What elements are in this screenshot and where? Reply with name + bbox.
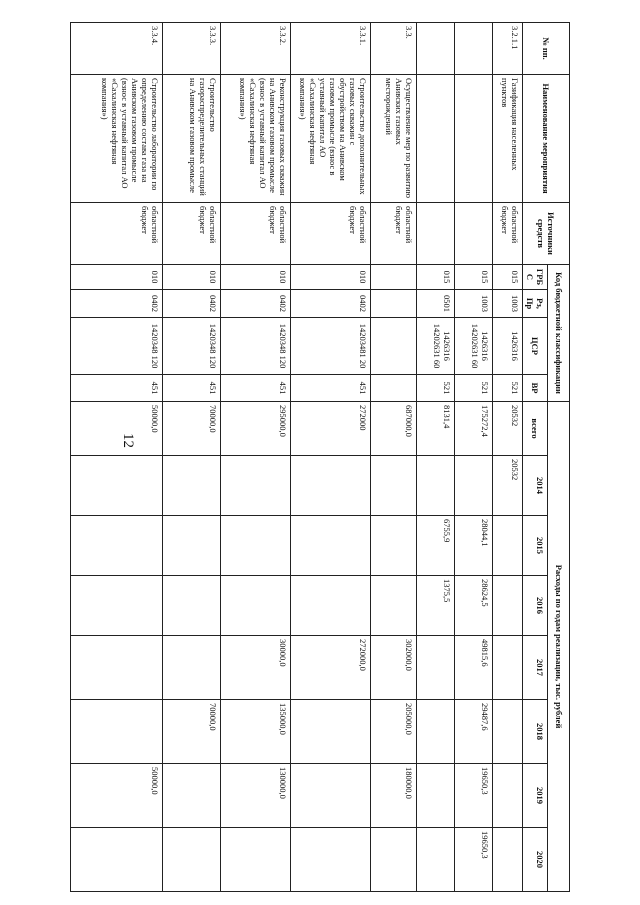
rzpr-code: 0402 — [220, 290, 290, 318]
csr-code: 1420348 120 — [70, 318, 162, 375]
header-source: Источники средств — [522, 203, 569, 265]
year-amount-2020 — [416, 828, 454, 892]
row-number: 3.3. — [370, 23, 416, 75]
header-name: Наименование мероприятия — [522, 75, 569, 203]
rzpr-code: 1003 — [492, 290, 522, 318]
funding-source: областной бюджет — [70, 203, 162, 265]
year-amount-2014 — [370, 456, 416, 516]
header-csr: ЦСР — [522, 318, 547, 375]
header-year-2017: 2017 — [522, 636, 547, 700]
vr-code: 451 — [220, 375, 290, 402]
year-amount-2014 — [416, 456, 454, 516]
header-budget-code: Код бюджетной классификации — [548, 265, 570, 402]
year-amount-2015 — [70, 516, 162, 576]
funding-source: областной бюджет — [162, 203, 220, 265]
year-amount-2019: 50000,0 — [70, 764, 162, 828]
total-amount: 50000,0 — [70, 402, 162, 456]
grbs-code: 010 — [290, 265, 370, 290]
csr-code: 1420348 120 — [162, 318, 220, 375]
total-amount: 70000,0 — [162, 402, 220, 456]
grbs-code: 015 — [416, 265, 454, 290]
year-amount-2017: 302000,0 — [370, 636, 416, 700]
header-year-2016: 2016 — [522, 576, 547, 636]
year-amount-2019: 19650,3 — [454, 764, 492, 828]
year-amount-2020: 19650,3 — [454, 828, 492, 892]
vr-code: 451 — [70, 375, 162, 402]
vr-code: 521 — [454, 375, 492, 402]
header-total: всего — [522, 402, 547, 456]
header-grbs: ГРБ С — [522, 265, 547, 290]
year-amount-2016: 1375,5 — [416, 576, 454, 636]
year-amount-2018 — [290, 700, 370, 764]
year-amount-2014 — [220, 456, 290, 516]
year-amount-2014 — [162, 456, 220, 516]
year-amount-2016 — [370, 576, 416, 636]
rzpr-code: 0501 — [416, 290, 454, 318]
year-amount-2014 — [454, 456, 492, 516]
total-amount: 687000,0 — [370, 402, 416, 456]
year-amount-2018 — [492, 700, 522, 764]
measure-name: Строительство газораспределительных станций на Анивском газовом промысле — [162, 75, 220, 203]
page-number: 12 — [120, 433, 136, 448]
header-year-2015: 2015 — [522, 516, 547, 576]
year-amount-2018: 135000,0 — [220, 700, 290, 764]
year-amount-2014 — [290, 456, 370, 516]
header-year-2018: 2018 — [522, 700, 547, 764]
row-number: 3.2.1.1 — [492, 23, 522, 75]
csr-code: 1426316 14202631 60 — [416, 318, 454, 375]
year-amount-2019 — [162, 764, 220, 828]
year-amount-2016 — [290, 576, 370, 636]
expenses-table — [70, 22, 570, 892]
year-amount-2017 — [70, 636, 162, 700]
csr-code: 1420348 120 — [220, 318, 290, 375]
header-vr: ВР — [522, 375, 547, 402]
row-number — [416, 23, 454, 75]
row-number: 3.3.1. — [290, 23, 370, 75]
measure-name: Строительство лаборатории по определению состава газа на Анивском газовом промысле (взнос в уставный капитал АО «Сахалинская нефтяная компания») — [70, 75, 162, 203]
funding-source: областной бюджет — [492, 203, 522, 265]
rzpr-code: 1003 — [454, 290, 492, 318]
year-amount-2019 — [416, 764, 454, 828]
measure-name — [454, 75, 492, 203]
year-amount-2019 — [492, 764, 522, 828]
vr-code: 521 — [416, 375, 454, 402]
grbs-code — [370, 265, 416, 290]
table-row — [162, 23, 220, 892]
vr-code: 451 — [162, 375, 220, 402]
header-expenses: Расходы по годам реализации, тыс. рублей — [548, 402, 570, 892]
year-amount-2015: 28044,1 — [454, 516, 492, 576]
year-amount-2016 — [492, 576, 522, 636]
grbs-code: 010 — [162, 265, 220, 290]
year-amount-2016: 28624,5 — [454, 576, 492, 636]
funding-source: областной бюджет — [370, 203, 416, 265]
row-number: 3.3.2. — [220, 23, 290, 75]
year-amount-2015 — [370, 516, 416, 576]
header-year-2014: 2014 — [522, 456, 547, 516]
funding-source: областной бюджет — [220, 203, 290, 265]
header-year-2020: 2020 — [522, 828, 547, 892]
year-amount-2015 — [220, 516, 290, 576]
year-amount-2020 — [370, 828, 416, 892]
grbs-code: 015 — [454, 265, 492, 290]
year-amount-2018: 205000,0 — [370, 700, 416, 764]
table-row — [454, 23, 492, 892]
rzpr-code: 0402 — [290, 290, 370, 318]
row-number: 3.3.4. — [70, 23, 162, 75]
header-year-2019: 2019 — [522, 764, 547, 828]
year-amount-2020 — [220, 828, 290, 892]
year-amount-2014: 20532 — [492, 456, 522, 516]
rotated-table-container — [10, 22, 570, 892]
year-amount-2020 — [162, 828, 220, 892]
year-amount-2019: 180000,0 — [370, 764, 416, 828]
csr-code: 14203481 20 — [290, 318, 370, 375]
measure-name: Строительство дополнительных газовых скважин с обустройством на Анивском газовом промысле (взнос в уставный капитал АО «Сахалинская нефтяная компания») — [290, 75, 370, 203]
vr-code: 521 — [492, 375, 522, 402]
funding-source — [416, 203, 454, 265]
year-amount-2015 — [492, 516, 522, 576]
measure-name — [416, 75, 454, 203]
total-amount: 175272,4 — [454, 402, 492, 456]
year-amount-2020 — [290, 828, 370, 892]
table-row — [370, 23, 416, 892]
total-amount: 295000,0 — [220, 402, 290, 456]
year-amount-2020 — [492, 828, 522, 892]
year-amount-2018 — [70, 700, 162, 764]
measure-name: Газификация населенных пунктов — [492, 75, 522, 203]
year-amount-2017 — [416, 636, 454, 700]
table-row — [220, 23, 290, 892]
funding-source — [454, 203, 492, 265]
total-amount: 8131,4 — [416, 402, 454, 456]
funding-source: областной бюджет — [290, 203, 370, 265]
year-amount-2016 — [70, 576, 162, 636]
csr-code: 1426316 14202631 60 — [454, 318, 492, 375]
year-amount-2016 — [162, 576, 220, 636]
year-amount-2018 — [416, 700, 454, 764]
grbs-code: 010 — [70, 265, 162, 290]
year-amount-2020 — [70, 828, 162, 892]
total-amount: 20532 — [492, 402, 522, 456]
year-amount-2015 — [290, 516, 370, 576]
year-amount-2017: 272000,0 — [290, 636, 370, 700]
table-body — [70, 23, 522, 892]
vr-code — [370, 375, 416, 402]
year-amount-2016 — [220, 576, 290, 636]
year-amount-2018: 29487,6 — [454, 700, 492, 764]
year-amount-2019 — [290, 764, 370, 828]
csr-code — [370, 318, 416, 375]
year-amount-2018: 70000,0 — [162, 700, 220, 764]
year-amount-2019: 130000,0 — [220, 764, 290, 828]
vr-code: 451 — [290, 375, 370, 402]
rzpr-code — [370, 290, 416, 318]
table-row — [416, 23, 454, 892]
measure-name: Реконструкция газовых скважин на Анивском газовом промысле (взнос в уставный капитал АО «Сахалинская нефтяная компания») — [220, 75, 290, 203]
csr-code: 1426316 — [492, 318, 522, 375]
header-row-1 — [548, 23, 570, 892]
year-amount-2015: 6755,9 — [416, 516, 454, 576]
table-row — [70, 23, 162, 892]
year-amount-2017: 30000,0 — [220, 636, 290, 700]
header-num: № пп. — [522, 23, 569, 75]
year-amount-2017 — [492, 636, 522, 700]
grbs-code: 010 — [220, 265, 290, 290]
year-amount-2014 — [70, 456, 162, 516]
grbs-code: 015 — [492, 265, 522, 290]
header-rzpr: Рз, Пр — [522, 290, 547, 318]
year-amount-2015 — [162, 516, 220, 576]
total-amount: 272000 — [290, 402, 370, 456]
rzpr-code: 0402 — [70, 290, 162, 318]
table-row — [290, 23, 370, 892]
year-amount-2017: 49815,6 — [454, 636, 492, 700]
table-row — [492, 23, 522, 892]
row-number — [454, 23, 492, 75]
row-number: 3.3.3. — [162, 23, 220, 75]
year-amount-2017 — [162, 636, 220, 700]
measure-name: Осуществление мер по развитию Анивских газовых месторождений — [370, 75, 416, 203]
rzpr-code: 0402 — [162, 290, 220, 318]
